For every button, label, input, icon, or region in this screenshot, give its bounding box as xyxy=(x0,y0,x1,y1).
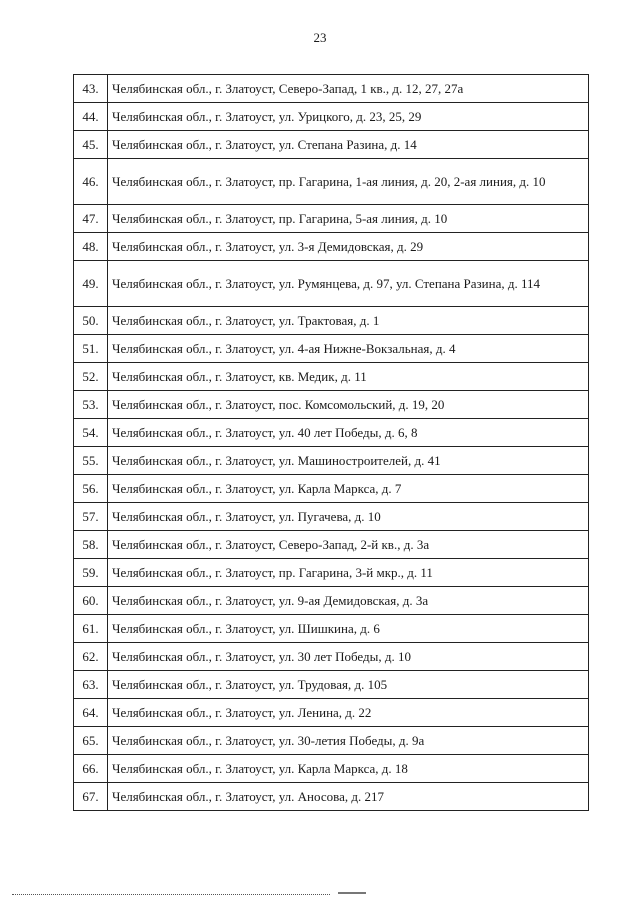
address-cell: Челябинская обл., г. Златоуст, ул. Шишкина, д. 6 xyxy=(108,615,589,643)
table-row xyxy=(74,727,589,755)
address-cell: Челябинская обл., г. Златоуст, пр. Гагарина, 1-ая линия, д. 20, 2-ая линия, д. 10 xyxy=(108,159,589,205)
table-row xyxy=(74,559,589,587)
row-number: 58. xyxy=(74,531,108,559)
row-number: 47. xyxy=(74,205,108,233)
row-number: 46. xyxy=(74,159,108,205)
row-number: 53. xyxy=(74,391,108,419)
row-number: 66. xyxy=(74,755,108,783)
table-row xyxy=(74,205,589,233)
row-number: 54. xyxy=(74,419,108,447)
row-number: 61. xyxy=(74,615,108,643)
row-number: 60. xyxy=(74,587,108,615)
table-row xyxy=(74,671,589,699)
table-row xyxy=(74,643,589,671)
table-row xyxy=(74,307,589,335)
row-number: 51. xyxy=(74,335,108,363)
table-row xyxy=(74,783,589,811)
address-cell: Челябинская обл., г. Златоуст, ул. Урицкого, д. 23, 25, 29 xyxy=(108,103,589,131)
table-row xyxy=(74,699,589,727)
table-row xyxy=(74,103,589,131)
address-cell: Челябинская обл., г. Златоуст, ул. Ленина, д. 22 xyxy=(108,699,589,727)
table-row xyxy=(74,503,589,531)
footer-mark xyxy=(338,892,366,898)
address-cell: Челябинская обл., г. Златоуст, ул. Румянцева, д. 97, ул. Степана Разина, д. 114 xyxy=(108,261,589,307)
table-row xyxy=(74,233,589,261)
row-number: 64. xyxy=(74,699,108,727)
row-number: 45. xyxy=(74,131,108,159)
footer-divider xyxy=(12,894,330,895)
address-cell: Челябинская обл., г. Златоуст, ул. 30 лет Победы, д. 10 xyxy=(108,643,589,671)
row-number: 49. xyxy=(74,261,108,307)
row-number: 63. xyxy=(74,671,108,699)
address-cell: Челябинская обл., г. Златоуст, ул. Карла Маркса, д. 18 xyxy=(108,755,589,783)
table-row xyxy=(74,363,589,391)
address-cell: Челябинская обл., г. Златоуст, ул. 9-ая Демидовская, д. 3а xyxy=(108,587,589,615)
address-cell: Челябинская обл., г. Златоуст, ул. Аносова, д. 217 xyxy=(108,783,589,811)
table-row xyxy=(74,75,589,103)
address-cell: Челябинская обл., г. Златоуст, пос. Комсомольский, д. 19, 20 xyxy=(108,391,589,419)
table-row xyxy=(74,391,589,419)
row-number: 59. xyxy=(74,559,108,587)
address-cell: Челябинская обл., г. Златоуст, ул. Трактовая, д. 1 xyxy=(108,307,589,335)
table-row xyxy=(74,419,589,447)
address-cell: Челябинская обл., г. Златоуст, пр. Гагарина, 3-й мкр., д. 11 xyxy=(108,559,589,587)
address-cell: Челябинская обл., г. Златоуст, Северо-Запад, 2-й кв., д. 3а xyxy=(108,531,589,559)
address-cell: Челябинская обл., г. Златоуст, ул. Карла Маркса, д. 7 xyxy=(108,475,589,503)
table-row xyxy=(74,615,589,643)
address-cell: Челябинская обл., г. Златоуст, кв. Медик, д. 11 xyxy=(108,363,589,391)
row-number: 48. xyxy=(74,233,108,261)
row-number: 67. xyxy=(74,783,108,811)
row-number: 52. xyxy=(74,363,108,391)
address-cell: Челябинская обл., г. Златоуст, ул. Пугачева, д. 10 xyxy=(108,503,589,531)
table-row xyxy=(74,261,589,307)
row-number: 43. xyxy=(74,75,108,103)
address-cell: Челябинская обл., г. Златоуст, ул. 4-ая Нижне-Вокзальная, д. 4 xyxy=(108,335,589,363)
row-number: 55. xyxy=(74,447,108,475)
table-row xyxy=(74,587,589,615)
table-row xyxy=(74,131,589,159)
page-number: 23 xyxy=(313,30,327,45)
table-row xyxy=(74,447,589,475)
address-cell: Челябинская обл., г. Златоуст, ул. 3-я Демидовская, д. 29 xyxy=(108,233,589,261)
table-row xyxy=(74,531,589,559)
address-cell: Челябинская обл., г. Златоуст, ул. Трудовая, д. 105 xyxy=(108,671,589,699)
address-cell: Челябинская обл., г. Златоуст, ул. 40 лет Победы, д. 6, 8 xyxy=(108,419,589,447)
table-row xyxy=(74,159,589,205)
row-number: 56. xyxy=(74,475,108,503)
table-row xyxy=(74,475,589,503)
table-row xyxy=(74,755,589,783)
row-number: 44. xyxy=(74,103,108,131)
address-cell: Челябинская обл., г. Златоуст, ул. Степана Разина, д. 14 xyxy=(108,131,589,159)
row-number: 62. xyxy=(74,643,108,671)
address-cell: Челябинская обл., г. Златоуст, пр. Гагарина, 5-ая линия, д. 10 xyxy=(108,205,589,233)
address-cell: Челябинская обл., г. Златоуст, Северо-Запад, 1 кв., д. 12, 27, 27а xyxy=(108,75,589,103)
address-cell: Челябинская обл., г. Златоуст, ул. Машиностроителей, д. 41 xyxy=(108,447,589,475)
address-cell: Челябинская обл., г. Златоуст, ул. 30-летия Победы, д. 9а xyxy=(108,727,589,755)
row-number: 50. xyxy=(74,307,108,335)
row-number: 65. xyxy=(74,727,108,755)
table-row xyxy=(74,335,589,363)
row-number: 57. xyxy=(74,503,108,531)
address-table xyxy=(73,74,589,811)
